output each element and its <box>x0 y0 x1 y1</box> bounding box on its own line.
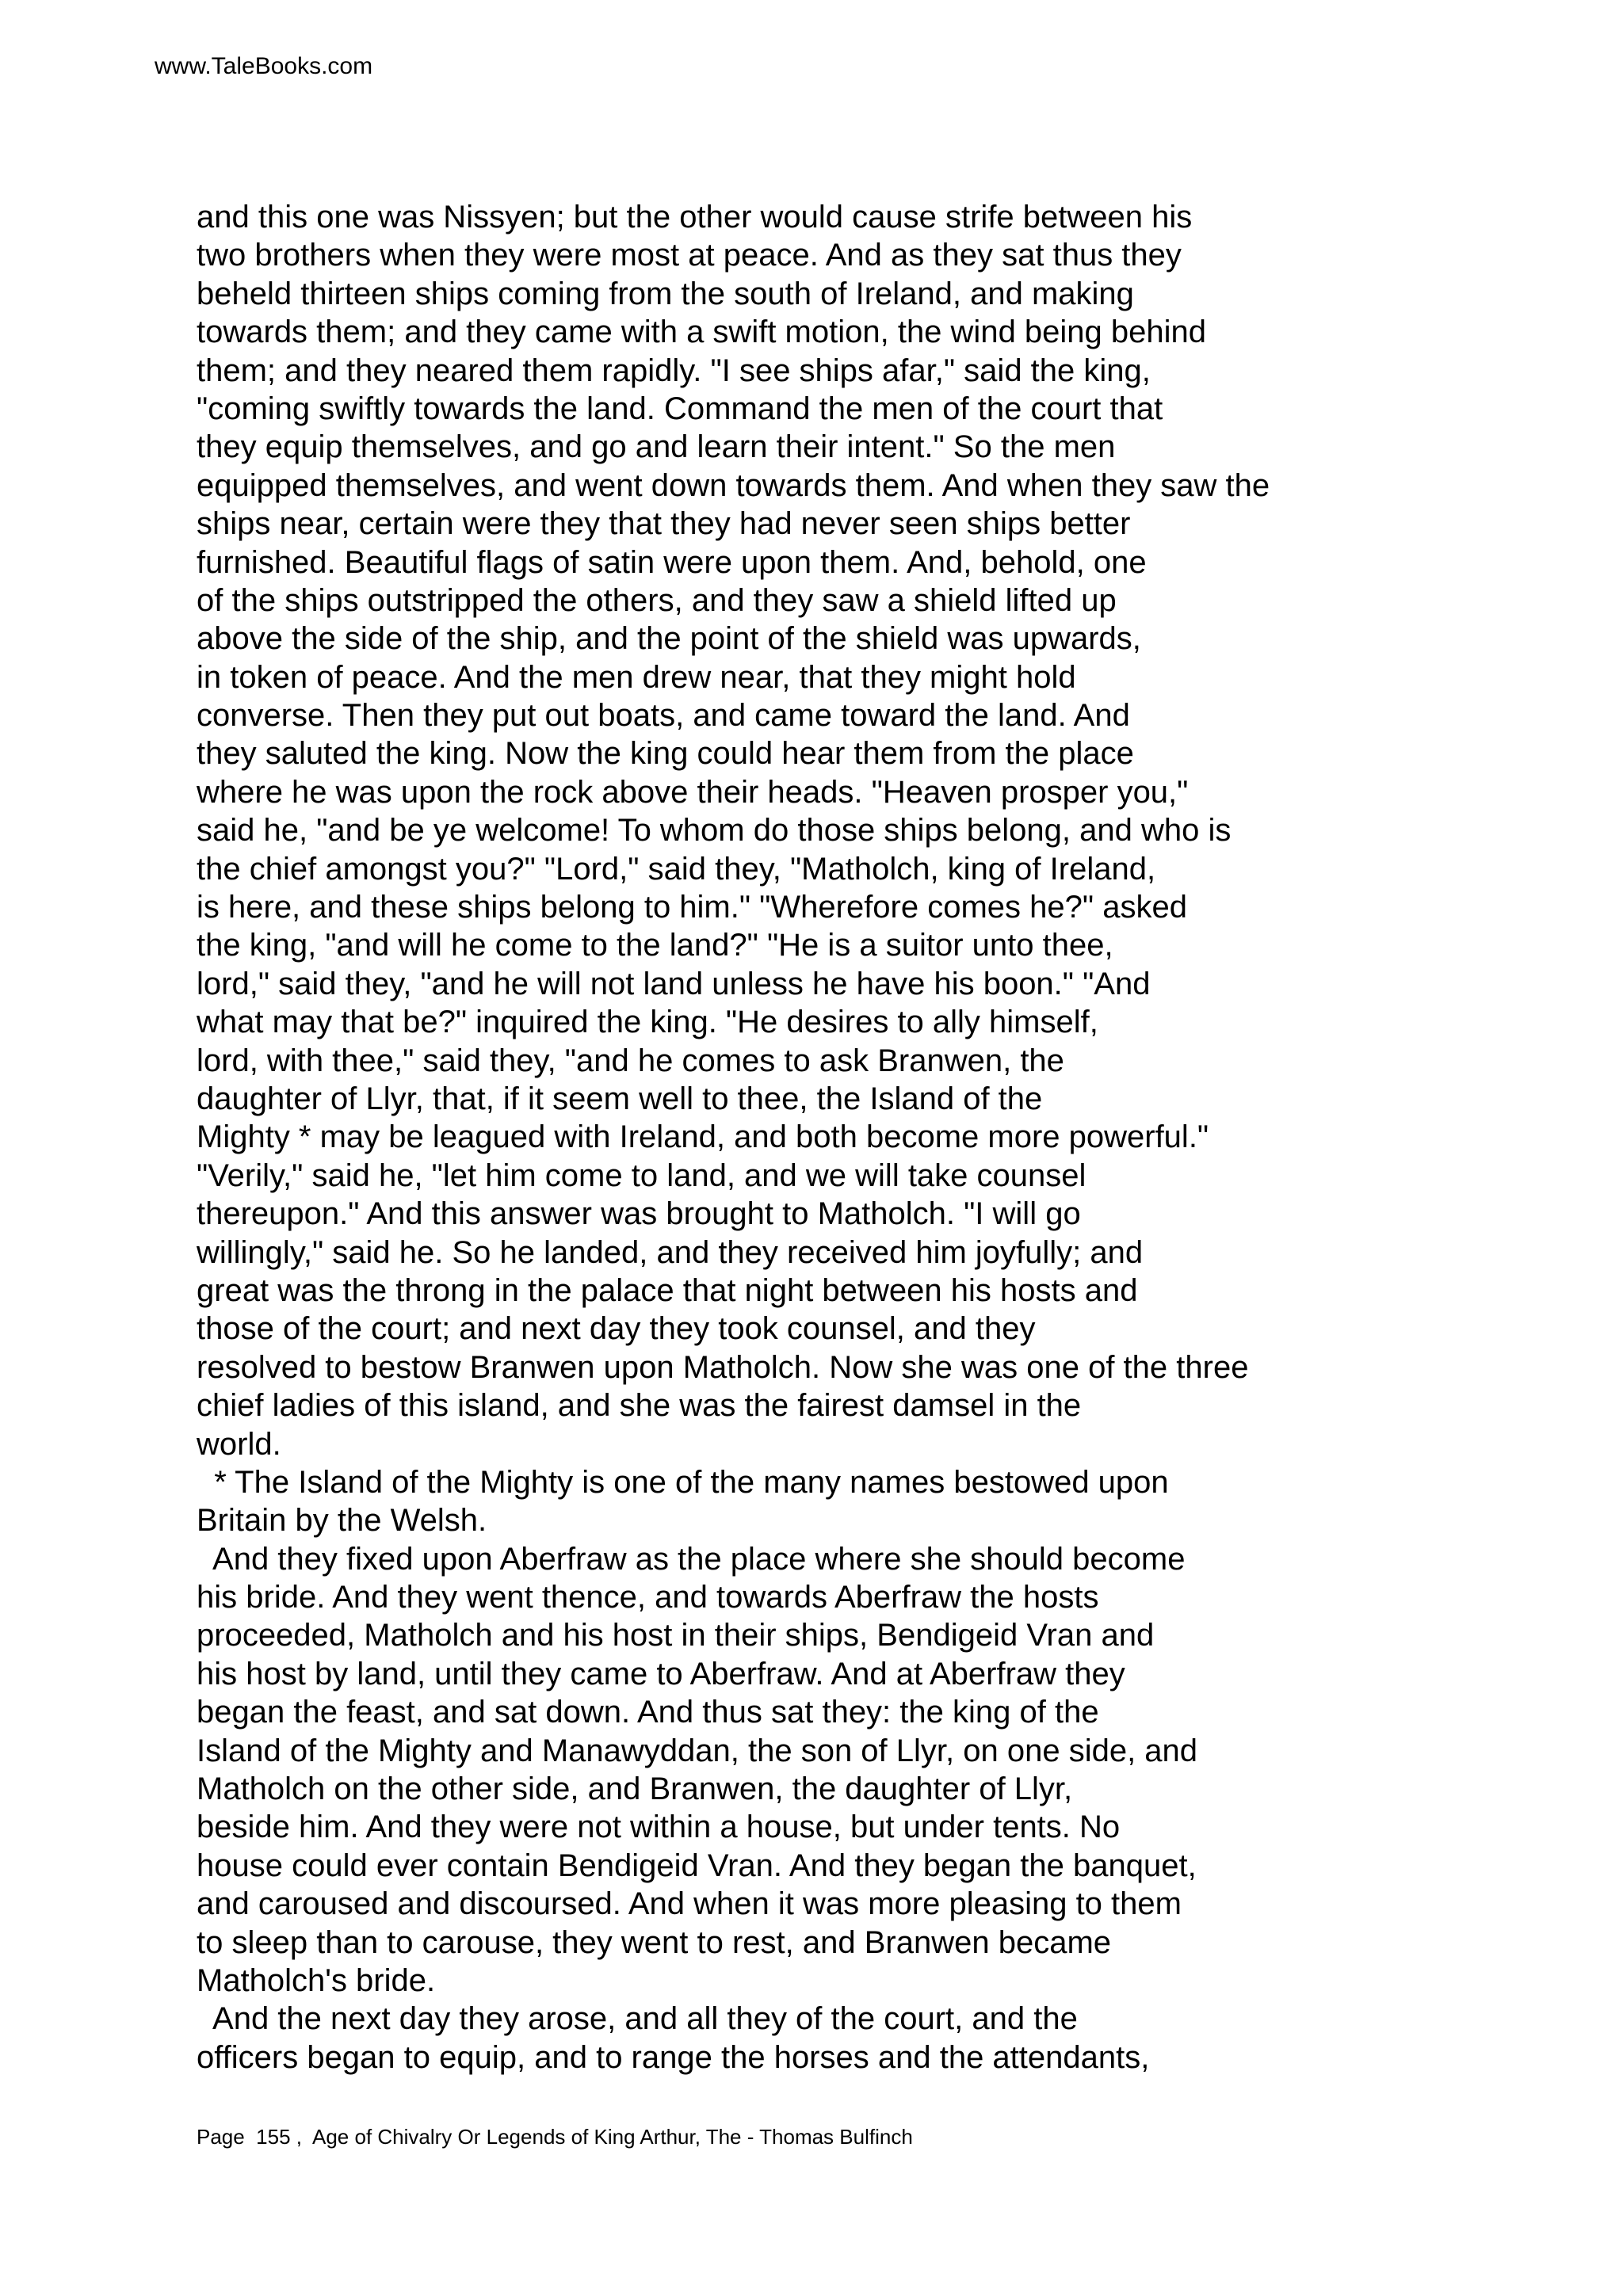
text-line: towards them; and they came with a swift motion, the wind being behind <box>197 315 1207 350</box>
text-line: house could ever contain Bendigeid Vran. And they began the banquet, <box>197 1848 1197 1883</box>
text-line: and this one was Nissyen; but the other would cause strife between his <box>197 200 1193 235</box>
text-line: chief ladies of this island, and she was the fairest damsel in the <box>197 1388 1082 1424</box>
text-line: those of the court; and next day they took counsel, and they <box>197 1311 1036 1347</box>
text-line: willingly," said he. So he landed, and they received him joyfully; and <box>197 1234 1144 1270</box>
text-line: they equip themselves, and go and learn their intent." So the men <box>197 429 1116 465</box>
text-line: above the side of the ship, and the point of the shield was upwards, <box>197 621 1141 657</box>
text-line: his bride. And they went thence, and towards Aberfraw the hosts <box>197 1580 1099 1615</box>
text-line: furnished. Beautiful flags of satin were upon them. And, behold, one <box>197 544 1147 580</box>
text-line: lord," said they, "and he will not land unless he have his boon." "And <box>197 966 1151 1001</box>
text-line: proceeded, Matholch and his host in their ships, Bendigeid Vran and <box>197 1618 1155 1653</box>
text-line: resolved to bestow Branwen upon Matholch. Now she was one of the three <box>197 1349 1249 1385</box>
text-line: of the ships outstripped the others, and they saw a shield lifted up <box>197 582 1117 618</box>
text-line: Matholch on the other side, and Branwen, the daughter of Llyr, <box>197 1772 1073 1807</box>
text-line: to sleep than to carouse, they went to rest, and Branwen became <box>197 1924 1112 1960</box>
text-line: Island of the Mighty and Manawyddan, the son of Llyr, on one side, and <box>197 1733 1198 1768</box>
text-line: * The Island of the Mighty is one of the many names bestowed upon <box>197 1464 1169 1500</box>
text-line: daughter of Llyr, that, if it seem well to thee, the Island of the <box>197 1081 1043 1116</box>
text-line: And they fixed upon Aberfraw as the place where she should become <box>197 1541 1186 1577</box>
text-line: said he, "and be ye welcome! To whom do those ships belong, and who is <box>197 813 1232 849</box>
text-line: officers began to equip, and to range the horses and the attendants, <box>197 2039 1150 2075</box>
text-line: two brothers when they were most at peace. And as they sat thus they <box>197 238 1182 273</box>
text-line: they saluted the king. Now the king could hear them from the place <box>197 736 1134 772</box>
text-line: the chief amongst you?" "Lord," said they, "Matholch, king of Ireland, <box>197 851 1156 887</box>
text-line: converse. Then they put out boats, and came toward the land. And <box>197 698 1130 734</box>
text-line: began the feast, and sat down. And thus sat they: the king of the <box>197 1695 1099 1730</box>
text-line: equipped themselves, and went down towards them. And when they saw the <box>197 467 1270 503</box>
page-footer: Page 155 , Age of Chivalry Or Legends of King Arthur, The - Thomas Bulfinch <box>197 2125 913 2149</box>
text-line: And the next day they arose, and all they of the court, and the <box>197 2001 1078 2037</box>
text-line: Britain by the Welsh. <box>197 1503 487 1539</box>
text-line: Mighty * may be leagued with Ireland, and both become more powerful." <box>197 1119 1209 1155</box>
text-line: world. <box>197 1426 281 1462</box>
text-line: where he was upon the rock above their heads. "Heaven prosper you," <box>197 774 1189 810</box>
text-line: "coming swiftly towards the land. Command the men of the court that <box>197 391 1163 426</box>
text-line: is here, and these ships belong to him." "Wherefore comes he?" asked <box>197 890 1187 925</box>
text-line: lord, with thee," said they, "and he comes to ask Branwen, the <box>197 1043 1064 1078</box>
text-line: beside him. And they were not within a house, but under tents. No <box>197 1810 1121 1845</box>
text-line: "Verily," said he, "let him come to land, and we will take counsel <box>197 1158 1086 1193</box>
text-line: what may that be?" inquired the king. "He desires to ally himself, <box>197 1005 1098 1040</box>
page-body-text <box>197 198 1544 2077</box>
text-line: and caroused and discoursed. And when it was more pleasing to them <box>197 1886 1182 1922</box>
text-line: in token of peace. And the men drew near, that they might hold <box>197 659 1076 695</box>
text-line: great was the throng in the palace that night between his hosts and <box>197 1272 1138 1308</box>
text-line: thereupon." And this answer was brought to Matholch. "I will go <box>197 1196 1081 1232</box>
text-line: the king, "and will he come to the land?" "He is a suitor unto thee, <box>197 928 1113 963</box>
text-line: Matholch's bride. <box>197 1962 436 1998</box>
site-url-header: www.TaleBooks.com <box>155 53 373 79</box>
text-line: ships near, certain were they that they had never seen ships better <box>197 506 1131 542</box>
text-line: them; and they neared them rapidly. "I see ships afar," said the king, <box>197 353 1151 388</box>
text-line: beheld thirteen ships coming from the south of Ireland, and making <box>197 276 1134 311</box>
text-line: his host by land, until they came to Aberfraw. And at Aberfraw they <box>197 1656 1125 1691</box>
